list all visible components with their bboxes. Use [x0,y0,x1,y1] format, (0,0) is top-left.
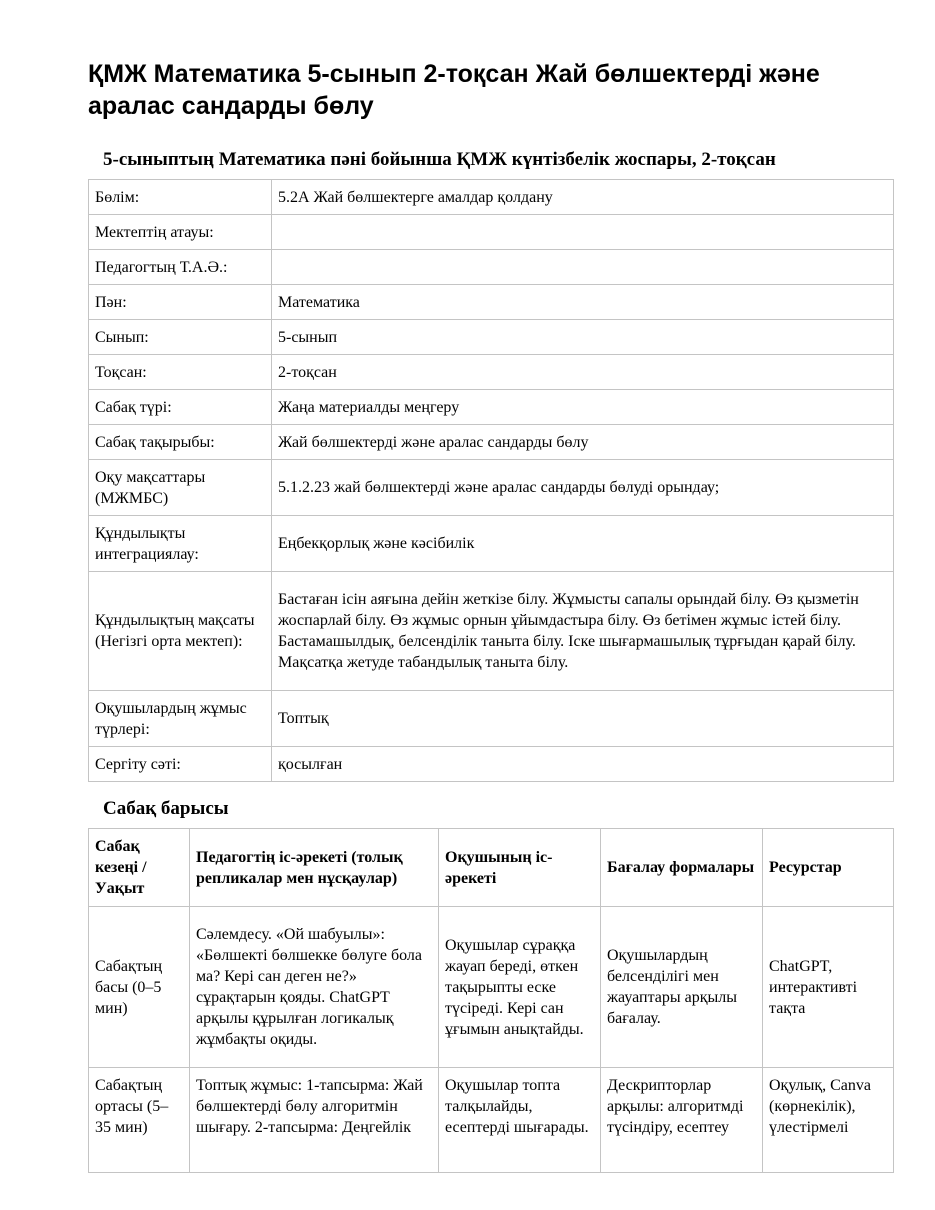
info-value: 5.1.2.23 жай бөлшектерді және аралас сандарды бөлуді орындау; [272,460,894,516]
info-label: Оқу мақсаттары (МЖМБС) [89,460,272,516]
info-row-grade [89,320,894,355]
cell-content: Топтық жұмыс: 1-тапсырма: Жай бөлшектерді бөлу алгоритмін шығару. 2-тапсырма: Деңгейлік [196,1077,423,1136]
info-label: Бөлім: [89,180,272,215]
assessment-cell: Оқушылардың белсенділігі мен жауаптары арқылы бағалау. [601,907,763,1068]
lesson-row-beginning [89,907,894,1068]
info-label: Оқушылардың жұмыс түрлері: [89,691,272,747]
info-label: Құндылықты интеграциялау: [89,516,272,572]
info-value: қосылған [272,747,894,782]
info-value [272,250,894,285]
info-row-value-goal [89,572,894,691]
info-label: Пән: [89,285,272,320]
info-row-work-types [89,691,894,747]
cell-content: Оқушылар топта талқылайды, есептерді шығарады. [445,1077,589,1136]
info-label: Сергіту сәті: [89,747,272,782]
info-value: 2-тоқсан [272,355,894,390]
info-row-teacher-name [89,250,894,285]
resources-cell [763,1068,894,1173]
info-row-section [89,180,894,215]
info-value: 5-сынып [272,320,894,355]
info-value: Бастаған ісін аяғына дейін жеткізе білу. Жұмысты сапалы орындай білу. Өз қызметін жоспарлай білу. Өз жұмыс орнын ұйымдастыра білу. Өз бетімен жұмыс істей білу. Бастамашылдық, белсенділік таныта білу. Іске шығармашылық тұрғыдан қарай білу. Мақсатқа жетуде табандылық таныта білу. [272,572,894,691]
info-value [272,215,894,250]
info-row-lesson-type [89,390,894,425]
header-student-activity: Оқушының іс-әрекеті [439,829,601,907]
info-value: Математика [272,285,894,320]
lesson-stage-cell [89,1068,190,1173]
info-value: Жаңа материалды меңгеру [272,390,894,425]
teacher-activity-cell: Сәлемдесу. «Ой шабуылы»: «Бөлшекті бөлшекке бөлуге бола ма? Кері сан деген не?» сұрақтарын қояды. ChatGPT арқылы құрылған логикалық жұмбақты оқиды. [190,907,439,1068]
header-assessment: Бағалау формалары [601,829,763,907]
info-label: Сабақ тақырыбы: [89,425,272,460]
lesson-header-row [89,829,894,907]
info-label: Құндылықтың мақсаты (Негізгі орта мектеп): [89,572,272,691]
info-label: Педагогтың Т.А.Ә.: [89,250,272,285]
lesson-row-middle [89,1068,894,1173]
cell-content: Оқулық, Canva (көрнекілік), үлестірмелі [769,1077,872,1136]
lesson-progress-table [88,828,894,1173]
info-value: Топтық [272,691,894,747]
info-value: 5.2А Жай бөлшектерге амалдар қолдану [272,180,894,215]
cell-content: Дескрипторлар арқылы: алгоритмді түсіндіру, есептеу [607,1077,744,1136]
info-row-school-name [89,215,894,250]
cell-content: Сабақтың ортасы (5–35 мин) [95,1077,169,1136]
lesson-stage-cell: Сабақтың басы (0–5 мин) [89,907,190,1068]
plan-heading: 5-сыныптың Математика пәні бойынша ҚМЖ күнтізбелік жоспары, 2-тоқсан [103,149,776,170]
header-teacher-activity: Педагогтің іс-әрекеті (толық репликалар мен нұсқаулар) [190,829,439,907]
info-label: Мектептің атауы: [89,215,272,250]
teacher-activity-cell [190,1068,439,1173]
info-label: Сабақ түрі: [89,390,272,425]
info-row-refresh-moment [89,747,894,782]
info-value: Еңбекқорлық және кәсібилік [272,516,894,572]
student-activity-cell: Оқушылар сұраққа жауап береді, өткен тақырыпты еске түсіреді. Кері сан ұғымын анықтайды. [439,907,601,1068]
plan-info-table [88,179,894,782]
info-row-lesson-topic [89,425,894,460]
header-lesson-stage: Сабақ кезеңі / Уақыт [89,829,190,907]
lesson-progress-heading: Сабақ барысы [103,798,229,819]
assessment-cell [601,1068,763,1173]
document-title: ҚМЖ Математика 5-сынып 2-тоқсан Жай бөлшектерді және аралас сандарды бөлу [88,60,820,120]
info-row-subject [89,285,894,320]
header-resources: Ресурстар [763,829,894,907]
info-row-learning-objectives [89,460,894,516]
resources-cell: ChatGPT, интерактивті тақта [763,907,894,1068]
info-label: Сынып: [89,320,272,355]
info-label: Тоқсан: [89,355,272,390]
student-activity-cell [439,1068,601,1173]
info-row-value-integration [89,516,894,572]
info-row-quarter [89,355,894,390]
info-value: Жай бөлшектерді және аралас сандарды бөлу [272,425,894,460]
